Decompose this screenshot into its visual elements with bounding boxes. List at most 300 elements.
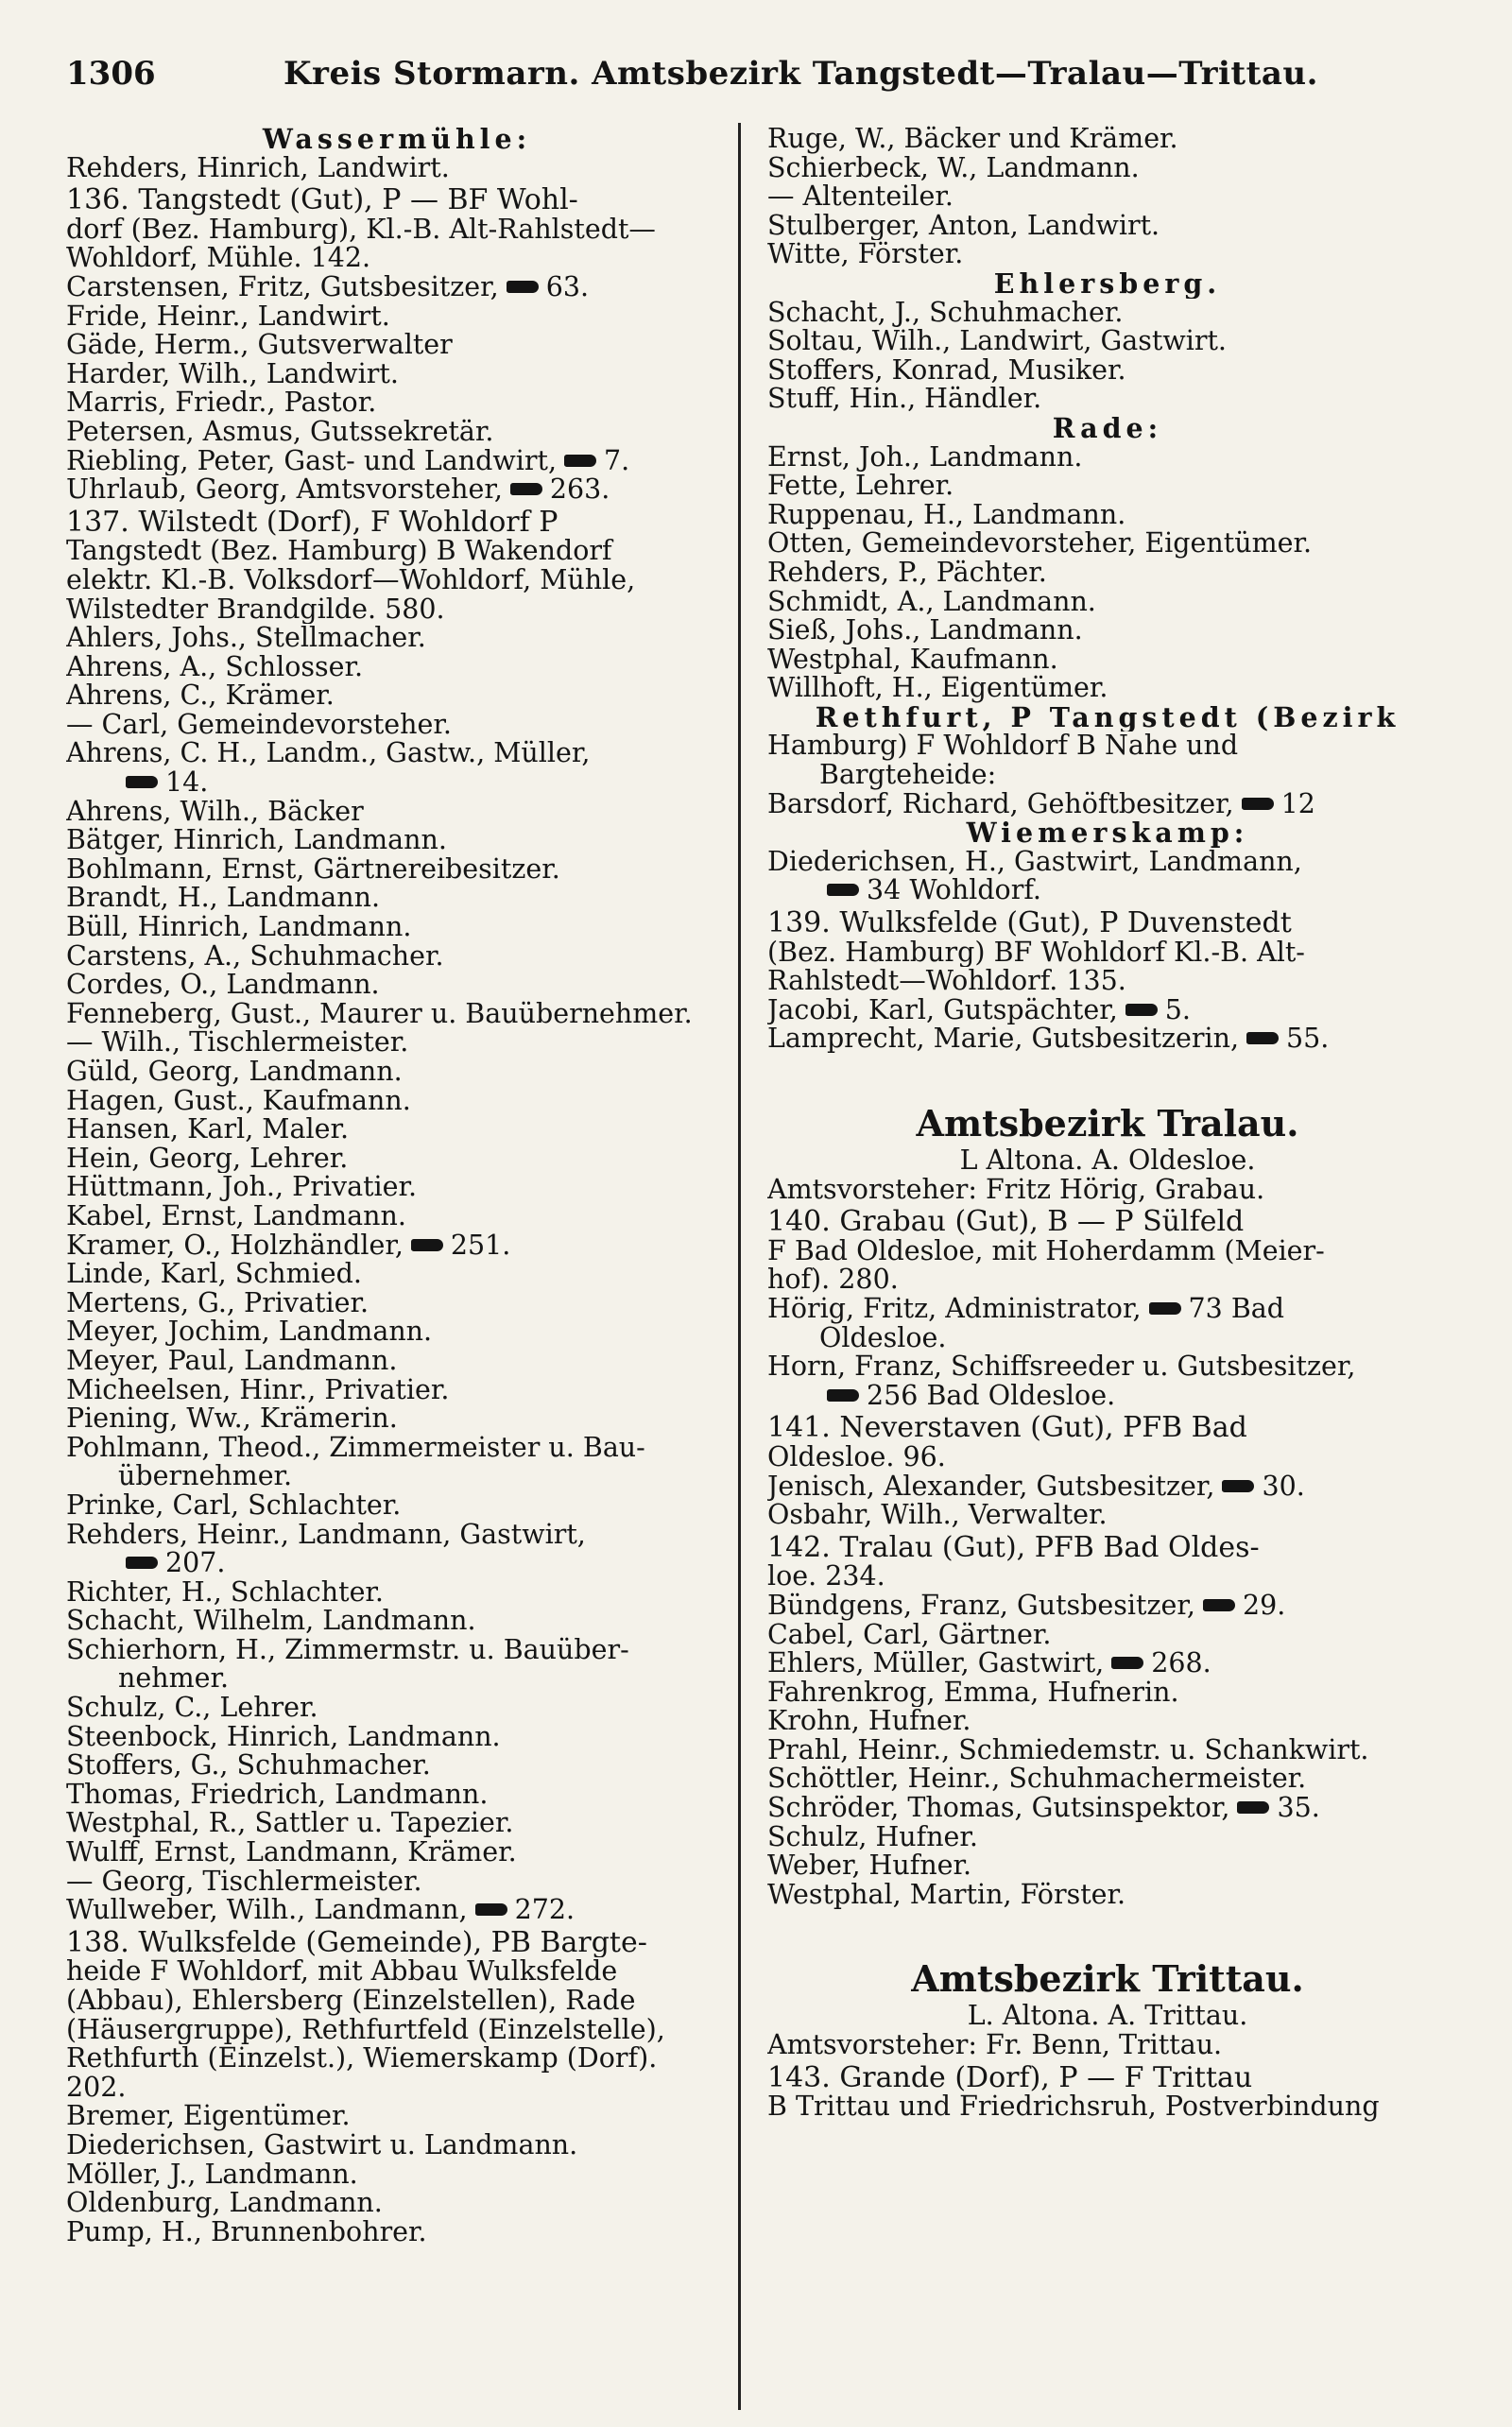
directory-line xyxy=(767,1265,1448,1295)
line-text: Harder, Wilh., Landwirt. xyxy=(66,359,399,389)
line-text: Schulz, Hufner. xyxy=(767,1822,978,1852)
directory-line xyxy=(767,938,1448,968)
line-text: Wilstedter Brandgilde. 580. xyxy=(66,594,445,625)
directory-line xyxy=(767,876,1448,905)
telephone-number: 5. xyxy=(1164,995,1191,1025)
line-text: Jacobi, Karl, Gutspächter, xyxy=(767,995,1118,1025)
place-entry-heading xyxy=(767,909,1448,938)
line-text: Linde, Karl, Schmied. xyxy=(66,1260,362,1289)
directory-line xyxy=(66,768,728,798)
directory-line xyxy=(66,537,728,566)
line-text: 137. Wilstedt (Dorf), F Wohldorf P xyxy=(66,508,558,538)
directory-line xyxy=(767,154,1448,183)
line-text: Witte, Förster. xyxy=(767,240,964,269)
telephone-icon xyxy=(510,483,542,495)
line-text: Diederichsen, H., Gastwirt, Landmann, xyxy=(767,847,1302,877)
directory-line xyxy=(767,588,1448,617)
line-text: Stoffers, G., Schuhmacher. xyxy=(66,1751,431,1781)
line-text: Rehders, Heinr., Landmann, Gastwirt, xyxy=(66,1520,586,1550)
line-text: Petersen, Asmus, Gutssekretär. xyxy=(66,417,494,447)
line-text: Mertens, G., Privatier. xyxy=(66,1288,369,1318)
line-text: Wassermühle: xyxy=(262,125,532,154)
directory-line xyxy=(66,1317,728,1347)
line-text: Wohldorf. xyxy=(909,876,1041,906)
line-text: Carstensen, Fritz, Gutsbesitzer, xyxy=(66,272,499,302)
line-text: Schröder, Thomas, Gutsinspektor, xyxy=(767,1794,1230,1823)
directory-line xyxy=(66,681,728,711)
directory-line xyxy=(767,790,1448,819)
directory-line xyxy=(767,1592,1448,1621)
place-entry-heading xyxy=(66,508,728,538)
line-text: Schierhorn, H., Zimmermstr. u. Bauüber- xyxy=(66,1635,629,1665)
line-text: dorf (Bez. Hamburg), Kl.-B. Alt-Rahlstedt— xyxy=(66,215,656,245)
place-entry-heading xyxy=(767,1208,1448,1237)
line-text: Ahrens, A., Schlosser. xyxy=(66,652,364,682)
telephone-number: 29. xyxy=(1242,1591,1286,1621)
line-text: Richter, H., Schlachter. xyxy=(66,1577,384,1608)
place-entry-heading xyxy=(66,1929,728,1958)
directory-line xyxy=(767,1881,1448,1910)
line-text: F Bad Oldesloe, mit Hoherdamm (Meier- xyxy=(767,1236,1325,1266)
directory-line xyxy=(767,1237,1448,1266)
column-divider xyxy=(738,123,741,2410)
directory-line xyxy=(66,884,728,913)
directory-line xyxy=(767,1501,1448,1530)
directory-line xyxy=(66,1000,728,1029)
line-text: Thomas, Friedrich, Landmann. xyxy=(66,1780,489,1810)
telephone-icon xyxy=(1237,1801,1269,1814)
line-text: 202. xyxy=(66,2073,127,2103)
line-text: Amtsbezirk Trittau. xyxy=(911,1957,1304,2001)
directory-line xyxy=(767,2092,1448,2122)
telephone-icon xyxy=(1222,1480,1254,1492)
line-text: heide F Wohldorf, mit Abbau Wulksfelde xyxy=(66,1957,618,1987)
directory-line xyxy=(66,1957,728,1987)
directory-line xyxy=(66,1578,728,1608)
line-text: (Abbau), Ehlersberg (Einzelstellen), Rade xyxy=(66,1987,636,2016)
directory-line xyxy=(66,244,728,273)
line-text: 139. Wulksfelde (Gut), P Duvenstedt xyxy=(767,909,1292,938)
right-column xyxy=(767,125,1448,2122)
line-text: — Carl, Gemeindevorsteher. xyxy=(66,710,452,740)
directory-line xyxy=(767,385,1448,414)
directory-line xyxy=(767,645,1448,675)
line-text: (Bez. Hamburg) BF Wohldorf Kl.-B. Alt- xyxy=(767,938,1305,968)
locality-subheading xyxy=(66,125,728,154)
directory-line xyxy=(767,732,1448,761)
line-text: Prahl, Heinr., Schmiedemstr. u. Schankwirt. xyxy=(767,1735,1369,1765)
directory-line xyxy=(66,913,728,942)
locality-subheading xyxy=(767,818,1448,848)
line-text: Riebling, Peter, Gast- und Landwirt, xyxy=(66,446,558,476)
telephone-number: 14. xyxy=(165,768,209,798)
line-text: Rade: xyxy=(1052,413,1163,443)
line-text: Schmidt, A., Landmann. xyxy=(767,587,1096,617)
line-text: B Trittau und Friedrichsruh, Postverbindung xyxy=(767,2092,1380,2122)
directory-line xyxy=(66,942,728,972)
line-text: Kramer, O., Holzhändler, xyxy=(66,1231,404,1261)
directory-line xyxy=(767,327,1448,356)
line-text: Bätger, Hinrich, Landmann. xyxy=(66,826,447,855)
directory-line xyxy=(767,356,1448,386)
telephone-number: 268. xyxy=(1151,1649,1211,1678)
line-text: Pump, H., Brunnenbohrer. xyxy=(66,2217,427,2247)
directory-line xyxy=(66,1751,728,1781)
directory-line xyxy=(66,1664,728,1694)
line-text: Schierbeck, W., Landmann. xyxy=(767,153,1140,183)
line-text: Horn, Franz, Schiffsreeder u. Gutsbesitzer, xyxy=(767,1352,1356,1382)
line-text: Diederichsen, Gastwirt u. Landmann. xyxy=(66,2130,578,2160)
directory-line xyxy=(66,1549,728,1578)
directory-line xyxy=(767,240,1448,269)
directory-line xyxy=(66,2074,728,2103)
line-text: Osbahr, Wilh., Verwalter. xyxy=(767,1501,1108,1530)
line-text: Cordes, O., Landmann. xyxy=(66,971,380,1000)
directory-line xyxy=(66,1434,728,1463)
line-text: Schöttler, Heinr., Schuhmachermeister. xyxy=(767,1764,1307,1795)
directory-line xyxy=(66,1521,728,1550)
directory-line xyxy=(767,1649,1448,1678)
directory-line xyxy=(767,1324,1448,1353)
line-text: Ahlers, Johs., Stellmacher. xyxy=(66,624,426,653)
line-text: (Häusergruppe), Rethfurtfeld (Einzelstelle), xyxy=(66,2015,665,2045)
line-text: 142. Tralau (Gut), PFB Bad Oldes- xyxy=(767,1533,1260,1563)
directory-line xyxy=(66,1376,728,1405)
directory-line xyxy=(767,1851,1448,1881)
telephone-icon xyxy=(1242,798,1274,810)
directory-line xyxy=(767,674,1448,703)
directory-line xyxy=(767,125,1448,154)
directory-line xyxy=(66,2016,728,2045)
line-text: Meyer, Jochim, Landmann. xyxy=(66,1317,433,1347)
line-text: Weber, Hufner. xyxy=(767,1851,972,1881)
directory-line xyxy=(66,711,728,740)
telephone-number: 73 Bad xyxy=(1188,1294,1285,1324)
line-text: Otten, Gemeindevorsteher, Eigentümer. xyxy=(767,529,1313,559)
locality-subheading xyxy=(767,414,1448,443)
line-text: Wullweber, Wilh., Landmann, xyxy=(66,1896,468,1925)
line-text: loe. 234. xyxy=(767,1562,885,1592)
directory-line xyxy=(66,1868,728,1897)
line-text: Rehders, Hinrich, Landwirt. xyxy=(66,153,450,183)
line-text: nehmer. xyxy=(118,1664,230,1695)
directory-line xyxy=(66,2131,728,2160)
telephone-icon xyxy=(411,1239,443,1251)
line-text: Wiemerskamp: xyxy=(966,818,1249,848)
line-text: Schulz, C., Lehrer. xyxy=(66,1694,318,1723)
line-text: Meyer, Paul, Landmann. xyxy=(66,1346,398,1376)
directory-line xyxy=(767,1707,1448,1736)
directory-line xyxy=(66,215,728,245)
line-text: Rethfurt, P Tangstedt (Bezirk xyxy=(815,702,1400,732)
line-text: Ehlersberg. xyxy=(993,268,1222,299)
telephone-number: 251. xyxy=(450,1231,511,1261)
telephone-icon xyxy=(126,776,158,788)
line-text: Stulberger, Anton, Landwirt. xyxy=(767,211,1160,241)
line-text: 138. Wulksfelde (Gemeinde), PB Bargte- xyxy=(66,1928,647,1958)
telephone-icon xyxy=(827,884,859,896)
directory-line xyxy=(66,2189,728,2218)
directory-line xyxy=(66,1607,728,1636)
district-heading xyxy=(767,1956,1448,2002)
directory-line xyxy=(767,996,1448,1025)
line-text: Bargteheide: xyxy=(819,761,997,790)
line-text: Rethfurth (Einzelst.), Wiemerskamp (Dorf). xyxy=(66,2044,658,2074)
line-text: Westphal, Kaufmann. xyxy=(767,645,1058,675)
line-text: — Altenteiler. xyxy=(767,182,954,212)
line-text: Ahrens, Wilh., Bäcker xyxy=(66,797,364,827)
telephone-number: 272. xyxy=(514,1896,576,1925)
directory-line xyxy=(66,1781,728,1810)
line-text: Willhoft, H., Eigentümer. xyxy=(767,674,1108,703)
directory-line xyxy=(767,1352,1448,1382)
telephone-number: 63. xyxy=(545,272,590,302)
line-text: Schacht, Wilhelm, Landmann. xyxy=(66,1607,476,1636)
line-text: Rehders, P., Pächter. xyxy=(767,558,1047,588)
line-text: Amtsbezirk Tralau. xyxy=(916,1102,1299,1145)
line-text: Soltau, Wilh., Landwirt, Gastwirt. xyxy=(767,327,1227,356)
directory-line xyxy=(66,798,728,827)
telephone-icon xyxy=(1203,1599,1235,1611)
directory-line xyxy=(66,273,728,302)
directory-line xyxy=(66,1987,728,2016)
line-text: Ruppenau, H., Landmann. xyxy=(767,500,1126,530)
directory-line xyxy=(66,1809,728,1838)
line-text: Rahlstedt—Wohldorf. 135. xyxy=(767,967,1126,996)
directory-line xyxy=(767,848,1448,877)
line-text: Gäde, Herm., Gutsverwalter xyxy=(66,331,453,360)
directory-line xyxy=(767,443,1448,473)
directory-line xyxy=(66,826,728,855)
directory-line xyxy=(66,971,728,1000)
telephone-number: 7. xyxy=(604,446,630,476)
line-text: Ehlers, Müller, Gastwirt, xyxy=(767,1649,1105,1678)
directory-line xyxy=(66,1202,728,1231)
directory-line xyxy=(66,1491,728,1521)
directory-line xyxy=(767,967,1448,996)
directory-line xyxy=(66,2160,728,2190)
telephone-number: 256 xyxy=(867,1381,919,1411)
line-text: Schacht, J., Schuhmacher. xyxy=(767,298,1124,328)
directory-line xyxy=(66,1636,728,1665)
line-text: Hagen, Gust., Kaufmann. xyxy=(66,1086,411,1116)
line-text: 143. Grande (Dorf), P — F Trittau xyxy=(767,2063,1253,2093)
line-text: Bündgens, Franz, Gutsbesitzer, xyxy=(767,1591,1195,1621)
directory-line xyxy=(66,739,728,768)
line-text: Barsdorf, Richard, Gehöftbesitzer, xyxy=(767,789,1234,819)
place-entry-heading xyxy=(767,1414,1448,1443)
line-text: Micheelsen, Hinr., Privatier. xyxy=(66,1375,450,1405)
directory-line xyxy=(767,1443,1448,1472)
directory-line xyxy=(66,855,728,885)
telephone-number: 34 xyxy=(867,876,902,906)
directory-line xyxy=(66,1462,728,1491)
telephone-icon xyxy=(1125,1004,1158,1016)
locality-subheading xyxy=(767,703,1448,732)
line-text: Hamburg) F Wohldorf B Nahe und xyxy=(767,732,1239,762)
telephone-number: 35. xyxy=(1277,1794,1320,1823)
directory-line xyxy=(66,1087,728,1116)
directory-line xyxy=(767,1794,1448,1823)
line-text: Carstens, A., Schuhmacher. xyxy=(66,941,444,972)
line-text: hof). 280. xyxy=(767,1265,899,1295)
line-text: L Altona. A. Oldesloe. xyxy=(959,1146,1256,1176)
line-text: — Wilh., Tischlermeister. xyxy=(66,1028,409,1058)
directory-line xyxy=(66,360,728,389)
telephone-icon xyxy=(827,1389,859,1402)
district-heading xyxy=(767,1101,1448,1146)
directory-line xyxy=(767,182,1448,212)
directory-line xyxy=(767,1146,1448,1176)
directory-line xyxy=(66,1838,728,1868)
directory-line xyxy=(66,331,728,360)
directory-line xyxy=(767,1562,1448,1592)
directory-line xyxy=(66,1231,728,1261)
telephone-number: 263. xyxy=(549,475,610,505)
directory-line xyxy=(767,1382,1448,1411)
directory-line xyxy=(767,1176,1448,1205)
line-text: Wohldorf, Mühle. 142. xyxy=(66,244,371,273)
place-entry-heading xyxy=(66,186,728,215)
directory-line xyxy=(66,595,728,625)
telephone-icon xyxy=(475,1903,507,1916)
directory-line xyxy=(66,1028,728,1058)
line-text: Ahrens, C., Krämer. xyxy=(66,681,335,711)
line-text: 136. Tangstedt (Gut), P — BF Wohl- xyxy=(66,186,578,215)
directory-line xyxy=(66,1115,728,1145)
directory-line xyxy=(66,388,728,418)
page-number: 1306 xyxy=(66,55,156,93)
line-text: Bohlmann, Ernst, Gärtnereibesitzer. xyxy=(66,854,560,885)
directory-line xyxy=(767,1024,1448,1054)
directory-line xyxy=(66,1723,728,1752)
telephone-icon xyxy=(1111,1657,1143,1669)
line-text: Fette, Lehrer. xyxy=(767,472,954,501)
line-text: 141. Neverstaven (Gut), PFB Bad xyxy=(767,1414,1247,1443)
line-text: Marris, Friedr., Pastor. xyxy=(66,388,377,418)
directory-line xyxy=(66,1058,728,1087)
line-text: Ahrens, C. H., Landm., Gastw., Müller, xyxy=(66,739,591,769)
locality-subheading xyxy=(767,269,1448,299)
line-text: Amtsvorsteher: Fritz Hörig, Grabau. xyxy=(767,1175,1265,1205)
line-text: Möller, J., Landmann. xyxy=(66,2160,358,2190)
line-text: Piening, Ww., Krämerin. xyxy=(66,1404,398,1434)
line-text: Hörig, Fritz, Administrator, xyxy=(767,1294,1142,1324)
line-text: Wulff, Ernst, Landmann, Krämer. xyxy=(66,1838,517,1868)
line-text: Ernst, Joh., Landmann. xyxy=(767,442,1083,473)
directory-line xyxy=(66,2218,728,2247)
directory-line xyxy=(66,2102,728,2131)
line-text: Hansen, Karl, Maler. xyxy=(66,1115,350,1145)
line-text: Bremer, Eigentümer. xyxy=(66,2102,351,2131)
directory-line xyxy=(66,1145,728,1174)
line-text: übernehmer. xyxy=(118,1462,293,1491)
page-header xyxy=(66,55,1446,112)
line-text: Westphal, Martin, Förster. xyxy=(767,1880,1126,1910)
directory-line xyxy=(767,1678,1448,1708)
directory-line xyxy=(767,761,1448,790)
line-text: Oldenburg, Landmann. xyxy=(66,2189,383,2218)
directory-line xyxy=(66,1896,728,1925)
directory-line xyxy=(66,418,728,447)
place-entry-heading xyxy=(767,1534,1448,1563)
telephone-number: 55. xyxy=(1286,1024,1330,1054)
line-text: Stoffers, Konrad, Musiker. xyxy=(767,355,1126,386)
directory-line xyxy=(66,1347,728,1376)
telephone-number: 30. xyxy=(1262,1472,1305,1502)
directory-line xyxy=(767,1295,1448,1324)
line-text: Oldesloe. xyxy=(819,1323,947,1353)
directory-line xyxy=(66,475,728,505)
directory-line xyxy=(767,1621,1448,1650)
line-text: L. Altona. A. Trittau. xyxy=(967,2002,1248,2032)
telephone-number: 12 xyxy=(1280,789,1315,819)
line-text: — Georg, Tischlermeister. xyxy=(66,1867,422,1897)
line-text: Sieß, Johs., Landmann. xyxy=(767,616,1083,645)
directory-line xyxy=(66,154,728,183)
directory-line xyxy=(767,559,1448,588)
telephone-icon xyxy=(507,281,539,293)
line-text: Prinke, Carl, Schlachter. xyxy=(66,1490,402,1521)
directory-line xyxy=(66,1173,728,1202)
line-text: Bad Oldesloe. xyxy=(926,1381,1116,1411)
directory-line xyxy=(66,1260,728,1289)
line-text: Fride, Heinr., Landwirt. xyxy=(66,301,390,332)
line-text: Hein, Georg, Lehrer. xyxy=(66,1144,349,1174)
line-text: Pohlmann, Theod., Zimmermeister u. Bau- xyxy=(66,1433,645,1463)
line-text: Steenbock, Hinrich, Landmann. xyxy=(66,1722,501,1752)
directory-line xyxy=(767,529,1448,559)
line-text: Kabel, Ernst, Landmann. xyxy=(66,1201,406,1231)
directory-line xyxy=(767,2031,1448,2060)
line-text: Stuff, Hin., Händler. xyxy=(767,385,1042,414)
directory-line xyxy=(66,653,728,682)
telephone-icon xyxy=(1246,1032,1279,1044)
line-text: Cabel, Carl, Gärtner. xyxy=(767,1620,1052,1650)
place-entry-heading xyxy=(767,2064,1448,2093)
directory-line xyxy=(66,1694,728,1723)
line-text: Büll, Hinrich, Landmann. xyxy=(66,913,412,942)
line-text: Brandt, H., Landmann. xyxy=(66,884,381,914)
line-text: 140. Grabau (Gut), B — P Sülfeld xyxy=(767,1208,1245,1237)
line-text: Oldesloe. 96. xyxy=(767,1442,946,1472)
directory-line xyxy=(66,2044,728,2074)
directory-line xyxy=(66,1289,728,1318)
directory-line xyxy=(66,624,728,653)
directory-line xyxy=(767,472,1448,501)
line-text: Güld, Georg, Landmann. xyxy=(66,1058,403,1087)
directory-line xyxy=(767,1823,1448,1852)
directory-line xyxy=(767,1764,1448,1794)
line-text: Tangstedt (Bez. Hamburg) B Wakendorf xyxy=(66,537,612,566)
line-text: Krohn, Hufner. xyxy=(767,1707,971,1736)
directory-line xyxy=(767,1472,1448,1502)
line-text: Westphal, R., Sattler u. Tapezier. xyxy=(66,1809,514,1839)
line-text: Fenneberg, Gust., Maurer u. Bauübernehmer. xyxy=(66,999,693,1029)
line-text: Hüttmann, Joh., Privatier. xyxy=(66,1173,418,1202)
telephone-icon xyxy=(564,455,596,467)
directory-line xyxy=(767,2002,1448,2031)
telephone-icon xyxy=(1149,1302,1181,1315)
directory-line xyxy=(767,616,1448,645)
directory-line xyxy=(66,302,728,332)
line-text: elektr. Kl.-B. Volksdorf—Wohldorf, Mühle, xyxy=(66,565,636,595)
line-text: Amtsvorsteher: Fr. Benn, Trittau. xyxy=(767,2031,1223,2060)
line-text: Jenisch, Alexander, Gutsbesitzer, xyxy=(767,1472,1215,1502)
telephone-icon xyxy=(126,1557,158,1569)
telephone-number: 207. xyxy=(165,1549,226,1578)
directory-line xyxy=(767,299,1448,328)
